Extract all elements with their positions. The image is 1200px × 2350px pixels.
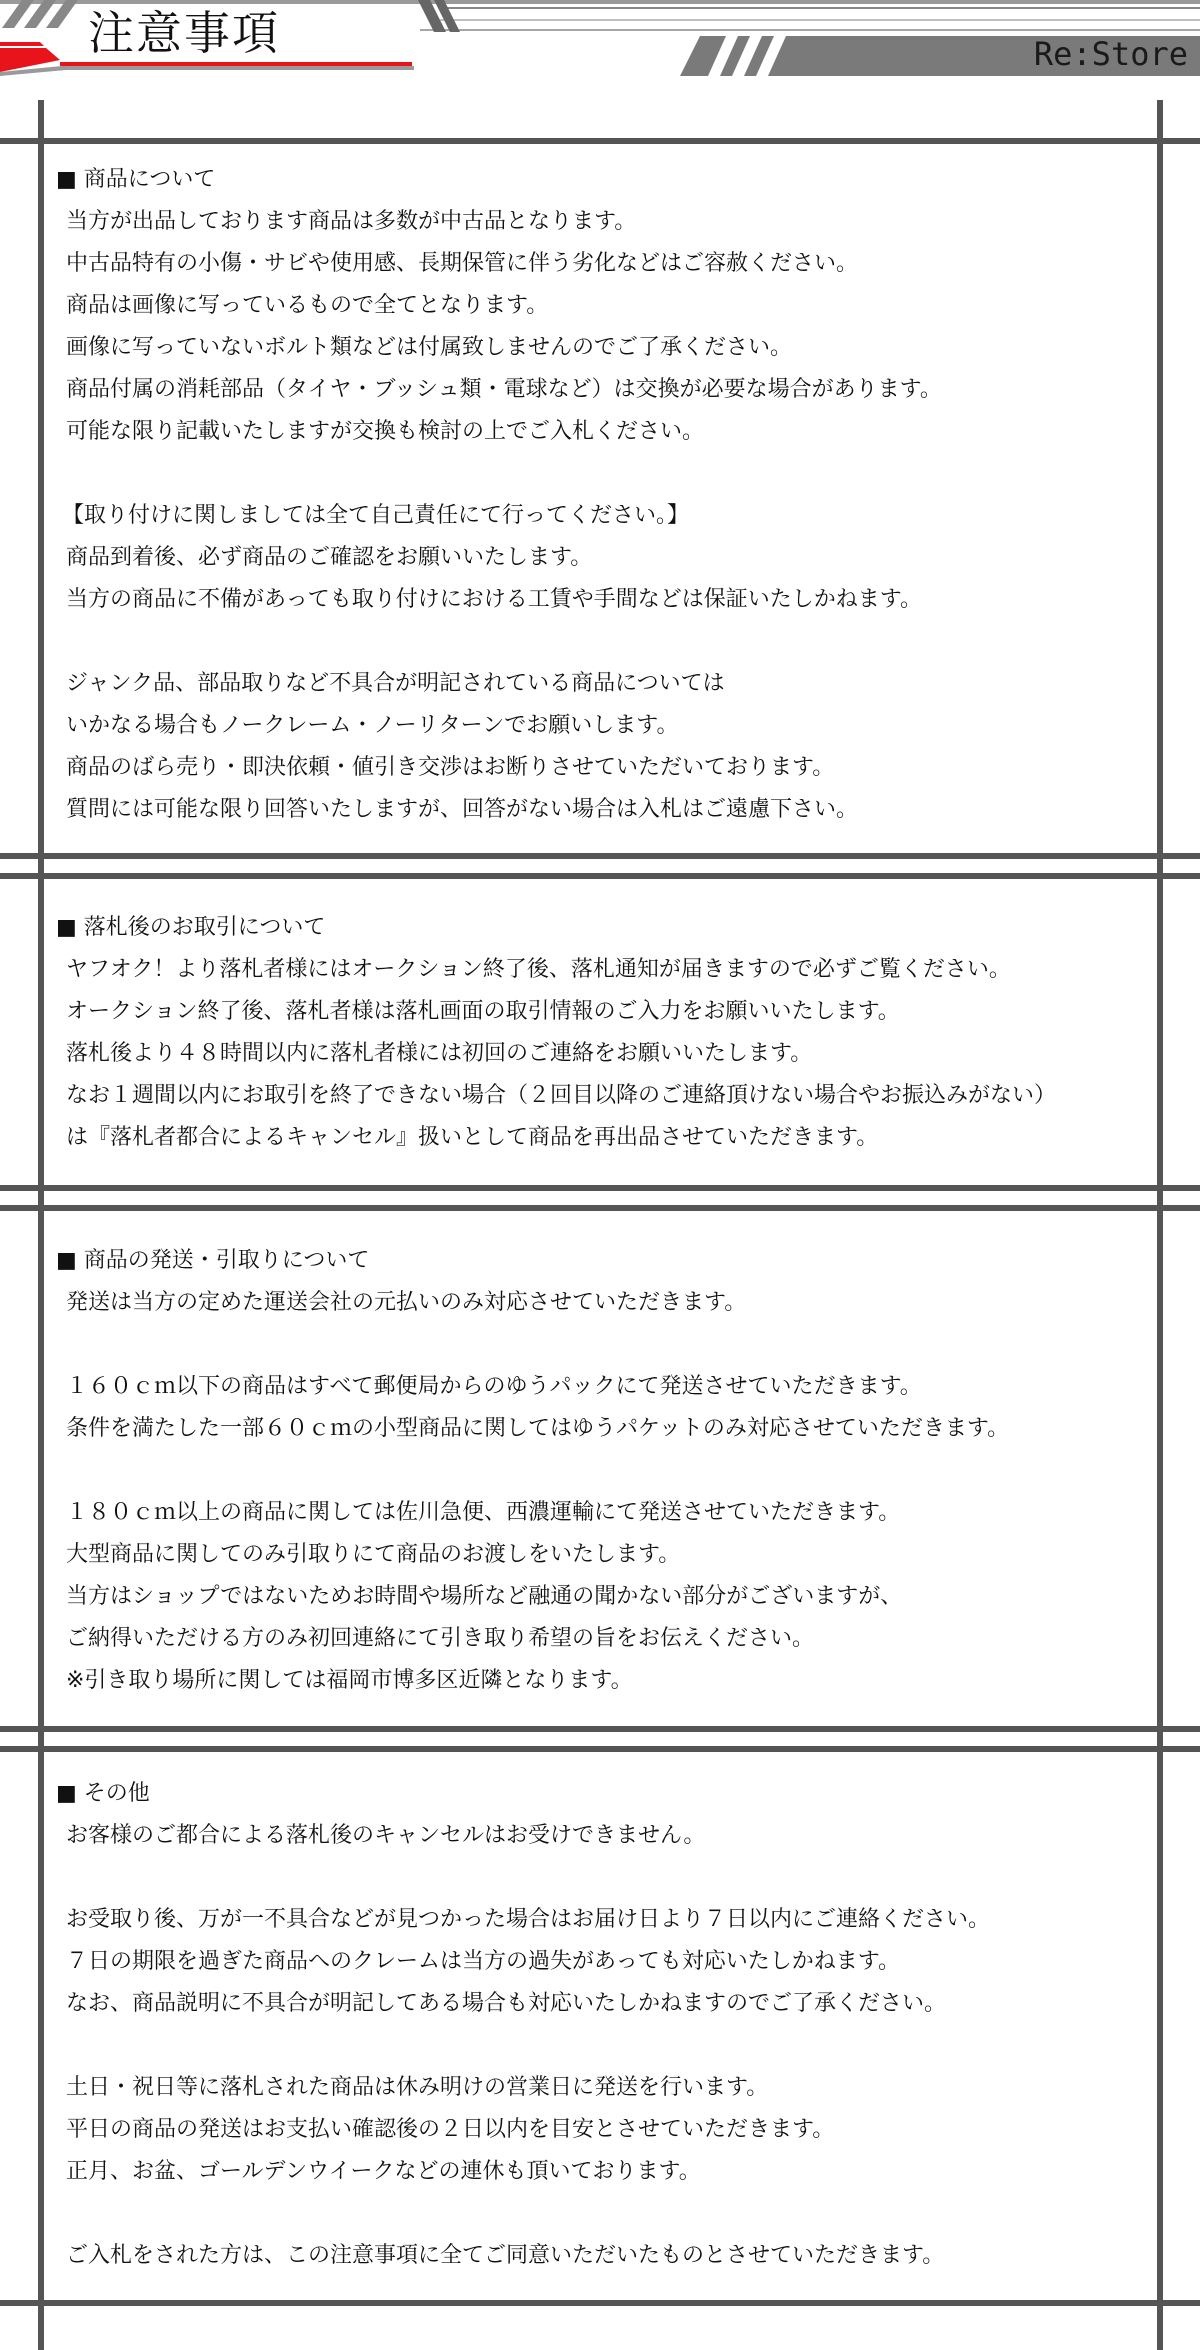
blank-line — [56, 2025, 1146, 2067]
frame-divider — [0, 873, 1200, 879]
text-line: 商品は画像に写っているもので全てとなります。 — [66, 293, 549, 318]
text-line: 中古品特有の小傷・サビや使用感、長期保管に伴う劣化などはご容赦ください。 — [66, 251, 859, 276]
frame-divider — [0, 1205, 1200, 1211]
text-line: 土日・祝日等に落札された商品は休み明けの営業日に発送を行います。 — [66, 2075, 769, 2100]
text-line: 画像に写っていないボルト類などは付属致しませんのでご了承ください。 — [66, 335, 793, 360]
frame-divider — [0, 1726, 1200, 1732]
text-line: お受取り後、万が一不具合などが見つかった場合はお届け日より７日以内にご連絡ください。 — [66, 1907, 991, 1932]
frame-divider — [0, 853, 1200, 859]
page-header — [0, 0, 1200, 80]
text-line: 落札後より４８時間以内に落札者様には初回のご連絡をお願いいたします。 — [66, 1041, 813, 1066]
text-line: 質問には可能な限り回答いたしますが、回答がない場合は入札はご遠慮下さい。 — [66, 797, 859, 822]
text-line: 発送は当方の定めた運送会社の元払いのみ対応させていただきます。 — [66, 1290, 747, 1315]
text-line: 正月、お盆、ゴールデンウイークなどの連休も頂いております。 — [66, 2159, 701, 2184]
text-line: 当方はショップではないためお時間や場所など融通の聞かない部分がございますが、 — [66, 1584, 903, 1609]
text-line: ご入札をされた方は、この注意事項に全てご同意いただいたものとさせていただきます。 — [66, 2243, 945, 2268]
text-line: ※引き取り場所に関しては福岡市博多区近隣となります。 — [66, 1668, 633, 1693]
blank-line — [56, 453, 1146, 495]
page-title: 注意事項 — [88, 6, 280, 60]
text-line: 【取り付けに関しましては全て自己責任にて行ってください。】 — [62, 503, 690, 528]
text-line: お客様のご都合による落札後のキャンセルはお受けできません。 — [66, 1823, 706, 1848]
blank-line — [56, 2193, 1146, 2235]
section-heading: ■ 落札後のお取引について — [56, 915, 326, 940]
frame-divider — [0, 1185, 1200, 1191]
text-line: 商品付属の消耗部品（タイヤ・ブッシュ類・電球など）は交換が必要な場合があります。 — [66, 377, 942, 402]
text-line: 条件を満たした一部６０ｃｍの小型商品に関してはゆうパケットのみ対応させていただきます。 — [66, 1416, 1010, 1441]
frame-divider — [0, 2300, 1200, 2306]
text-line: 可能な限り記載いたしますが交換も検討の上でご入札ください。 — [66, 419, 705, 444]
text-line: 当方が出品しております商品は多数が中古品となります。 — [66, 209, 637, 234]
text-line: 平日の商品の発送はお支払い確認後の２日以内を目安とさせていただきます。 — [66, 2117, 835, 2142]
section-product-info — [56, 159, 1146, 831]
section-heading: ■ 商品の発送・引取りについて — [56, 1248, 370, 1273]
section-shipping — [56, 1240, 1146, 1702]
text-line: ７日の期限を過ぎた商品へのクレームは当方の過失があっても対応いたしかねます。 — [66, 1949, 901, 1974]
text-line: ジャンク品、部品取りなど不具合が明記されている商品については — [66, 671, 725, 696]
section-heading: ■ その他 — [56, 1781, 150, 1806]
text-line: １８０ｃｍ以上の商品に関しては佐川急便、西濃運輸にて発送させていただきます。 — [66, 1500, 901, 1525]
section-heading: ■ 商品について — [56, 167, 216, 192]
text-line: 商品到着後、必ず商品のご確認をお願いいたします。 — [66, 545, 593, 570]
blank-line — [56, 1450, 1146, 1492]
text-line: なお、商品説明に不具合が明記してある場合も対応いたしかねますのでご了承ください。 — [66, 1991, 947, 2016]
blank-line — [56, 1857, 1146, 1899]
text-line: ご納得いただける方のみ初回連絡にて引き取り希望の旨をお伝えください。 — [66, 1626, 815, 1651]
text-line: 大型商品に関してのみ引取りにて商品のお渡しをいたします。 — [66, 1542, 681, 1567]
frame-right-border — [1157, 100, 1163, 2350]
store-name: Re:Store — [1033, 35, 1188, 73]
blank-line — [56, 621, 1146, 663]
text-line: なお１週間以内にお取引を終了できない場合（２回目以降のご連絡頂けない場合やお振込みがない） — [66, 1083, 1057, 1108]
text-line: ヤフオク！より落札者様にはオークション終了後、落札通知が届きますので必ずご覧ください。 — [66, 957, 1011, 982]
text-line: いかなる場合もノークレーム・ノーリターンでお願いします。 — [66, 713, 679, 738]
frame-divider — [0, 138, 1200, 144]
frame-divider — [0, 1746, 1200, 1752]
text-line: 当方の商品に不備があっても取り付けにおける工賃や手間などは保証いたしかねます。 — [66, 587, 923, 612]
section-other — [56, 1773, 1146, 2277]
text-line: オークション終了後、落札者様は落札画面の取引情報のご入力をお願いいたします。 — [66, 999, 900, 1024]
text-line: 商品のばら売り・即決依頼・値引き交渉はお断りさせていただいております。 — [66, 755, 835, 780]
text-line: １６０ｃｍ以下の商品はすべて郵便局からのゆうパックにて発送させていただきます。 — [66, 1374, 922, 1399]
text-line: は『落札者都合によるキャンセル』扱いとして商品を再出品させていただきます。 — [66, 1125, 879, 1150]
section-after-winning — [56, 907, 1146, 1159]
blank-line — [56, 1324, 1146, 1366]
frame-left-border — [38, 100, 44, 2350]
